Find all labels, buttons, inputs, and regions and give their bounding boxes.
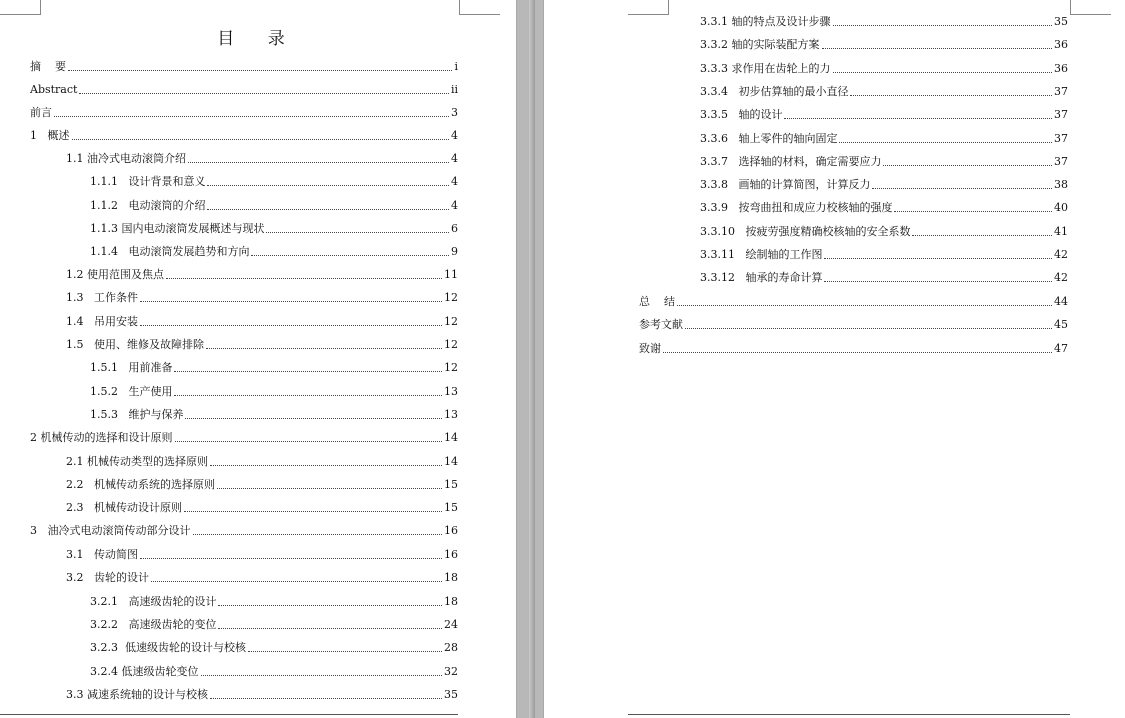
toc-dot-leader	[54, 106, 449, 117]
toc-dot-leader	[188, 152, 449, 163]
toc-dot-leader	[266, 222, 449, 233]
toc-entry[interactable]	[66, 266, 458, 282]
toc-entry-page-number: 32	[444, 665, 458, 678]
toc-dot-leader	[206, 338, 442, 349]
toc-entry-label: 3.1 传动简图	[66, 548, 138, 561]
toc-entry[interactable]	[66, 569, 458, 585]
toc-dot-leader	[824, 248, 1052, 259]
toc-entry-page-number: 38	[1054, 178, 1068, 191]
toc-entry-label: 摘 要	[30, 60, 66, 73]
toc-dot-leader	[207, 175, 449, 186]
toc-dot-leader	[140, 548, 442, 559]
toc-entry-label: 1.1.4 电动滚筒发展趋势和方向	[90, 245, 250, 258]
toc-entry-label: 3.2.2 高速级齿轮的变位	[90, 618, 217, 631]
toc-entry-page-number: 4	[451, 152, 458, 165]
toc-entry-label: 1.4 吊用安装	[66, 315, 138, 328]
toc-entry-label: 1.5.1 用前准备	[90, 361, 173, 374]
toc-entry-label: Abstract	[30, 83, 78, 96]
toc-dot-leader	[218, 618, 442, 629]
toc-entry-page-number: 13	[444, 385, 458, 398]
crop-mark	[0, 0, 41, 15]
toc-dot-leader	[68, 60, 452, 71]
toc-dot-leader	[251, 245, 449, 256]
toc-entry-page-number: 3	[451, 106, 458, 119]
toc-entry[interactable]	[700, 13, 1068, 29]
toc-dot-leader	[822, 38, 1053, 49]
toc-entry-label: 3.3.3 求作用在齿轮上的力	[700, 62, 831, 75]
toc-entry-page-number: 13	[444, 408, 458, 421]
toc-entry-page-number: 12	[444, 338, 458, 351]
toc-entry-page-number: 24	[444, 618, 458, 631]
toc-entry-page-number: 41	[1054, 225, 1068, 238]
toc-entry[interactable]	[700, 246, 1068, 262]
toc-entry[interactable]	[700, 153, 1068, 169]
toc-entry-label: 3.2 齿轮的设计	[66, 571, 149, 584]
toc-entry[interactable]	[700, 106, 1068, 122]
toc-entry-page-number: 12	[444, 291, 458, 304]
toc-entry[interactable]	[90, 243, 458, 259]
toc-dot-leader	[217, 478, 442, 489]
toc-entry-page-number: 14	[444, 455, 458, 468]
toc-entry[interactable]	[700, 83, 1068, 99]
toc-entry-page-number: i	[454, 60, 458, 73]
toc-entry-page-number: 4	[451, 175, 458, 188]
toc-entry-label: 3.3 减速系统轴的设计与校核	[66, 688, 208, 701]
toc-entry-page-number: 36	[1054, 38, 1068, 51]
toc-entry-label: 1.5.2 生产使用	[90, 385, 173, 398]
toc-dot-leader	[839, 132, 1052, 143]
toc-dot-leader	[833, 15, 1053, 26]
toc-entry-page-number: 9	[451, 245, 458, 258]
toc-dot-leader	[201, 665, 443, 676]
toc-entry[interactable]	[90, 663, 458, 679]
toc-entry-page-number: 6	[451, 222, 458, 235]
toc-dot-leader	[151, 571, 442, 582]
toc-entry-label: 3.3.8 画轴的计算简图，计算反力	[700, 178, 871, 191]
toc-entry[interactable]	[639, 293, 1068, 309]
toc-entry-page-number: 42	[1054, 248, 1068, 261]
toc-entry[interactable]	[90, 406, 458, 422]
toc-entry-label: 1.1 油冷式电动滚筒介绍	[66, 152, 186, 165]
toc-entry-label: 致谢	[639, 342, 661, 355]
toc-entry-page-number: 15	[444, 501, 458, 514]
toc-dot-leader	[677, 295, 1052, 306]
toc-entry[interactable]	[66, 686, 458, 702]
toc-entry-label: 2.3 机械传动设计原则	[66, 501, 182, 514]
toc-entry-label: 2.2 机械传动系统的选择原则	[66, 478, 215, 491]
toc-entry-label: 1.1.2 电动滚筒的介绍	[90, 199, 206, 212]
toc-entry-page-number: 40	[1054, 201, 1068, 214]
toc-dot-leader	[207, 199, 449, 210]
toc-entry-label: 3.3.7 选择轴的材料，确定需要应力	[700, 155, 882, 168]
toc-entry-page-number: 12	[444, 361, 458, 374]
toc-entry[interactable]	[700, 199, 1068, 215]
toc-entry[interactable]	[66, 453, 458, 469]
toc-entry-page-number: 47	[1054, 342, 1068, 355]
toc-entry-page-number: 18	[444, 595, 458, 608]
toc-entry-page-number: 37	[1054, 155, 1068, 168]
toc-dot-leader	[663, 342, 1052, 353]
toc-entry-label: 3.3.4 初步估算轴的最小直径	[700, 85, 849, 98]
toc-entry-label: 3.3.9 按弯曲扭和成应力校核轴的强度	[700, 201, 893, 214]
toc-entry-page-number: 11	[444, 268, 458, 281]
page-scroll-divider	[529, 0, 535, 718]
toc-entry-label: 1.5 使用、维修及故障排除	[66, 338, 204, 351]
toc-dot-leader	[166, 268, 442, 279]
toc-entry[interactable]	[90, 383, 458, 399]
toc-entry[interactable]	[639, 316, 1068, 332]
toc-entry-label: 3.3.12 轴承的寿命计算	[700, 271, 823, 284]
toc-entry[interactable]	[30, 104, 458, 120]
toc-dot-leader	[872, 178, 1052, 189]
toc-dot-leader	[174, 385, 442, 396]
toc-entry[interactable]	[30, 127, 458, 143]
toc-entry-page-number: 16	[444, 548, 458, 561]
toc-dot-leader	[824, 271, 1052, 282]
toc-entry[interactable]	[66, 336, 458, 352]
toc-dot-leader	[248, 641, 442, 652]
crop-mark	[628, 0, 669, 15]
toc-entry[interactable]	[66, 499, 458, 515]
toc-entry-label: 3.3.6 轴上零件的轴向固定	[700, 132, 838, 145]
toc-entry-label: 2.1 机械传动类型的选择原则	[66, 455, 208, 468]
toc-entry-label: 3 油冷式电动滚筒传动部分设计	[30, 524, 191, 537]
toc-entry[interactable]	[30, 81, 458, 97]
toc-entry-page-number: 35	[1054, 15, 1068, 28]
toc-dot-leader	[850, 85, 1052, 96]
toc-entry-label: 总 结	[639, 295, 675, 308]
toc-entry-label: 参考文献	[639, 318, 683, 331]
toc-entry-label: 1.1.1 设计背景和意义	[90, 175, 206, 188]
toc-dot-leader	[210, 688, 442, 699]
toc-dot-leader	[184, 501, 442, 512]
toc-dot-leader	[218, 595, 442, 606]
toc-entry-label: 3.3.11 绘制轴的工作图	[700, 248, 823, 261]
toc-entry-page-number: 12	[444, 315, 458, 328]
toc-entry-label: 3.3.10 按疲劳强度精确校核轴的安全系数	[700, 225, 911, 238]
toc-entry-label: 3.3.2 轴的实际装配方案	[700, 38, 820, 51]
toc-dot-leader	[883, 155, 1052, 166]
toc-entry[interactable]	[700, 176, 1068, 192]
toc-entry-page-number: 4	[451, 129, 458, 142]
toc-dot-leader	[193, 524, 443, 535]
toc-entry-page-number: ii	[450, 83, 458, 96]
toc-entry[interactable]	[90, 220, 458, 236]
toc-entry-page-number: 37	[1054, 108, 1068, 121]
toc-entry-page-number: 37	[1054, 85, 1068, 98]
toc-entry[interactable]	[700, 269, 1068, 285]
toc-dot-leader	[175, 431, 443, 442]
toc-dot-leader	[140, 291, 442, 302]
toc-entry-page-number: 18	[444, 571, 458, 584]
crop-mark	[1070, 0, 1111, 15]
document-page-left	[0, 0, 516, 718]
toc-entry-label: 1.5.3 维护与保养	[90, 408, 184, 421]
toc-dot-leader	[174, 361, 442, 372]
toc-entry[interactable]	[66, 476, 458, 492]
toc-entry-label: 3.3.5 轴的设计	[700, 108, 783, 121]
toc-entry[interactable]	[30, 58, 458, 74]
toc-dot-leader	[894, 201, 1052, 212]
toc-entry-label: 3.2.4 低速级齿轮变位	[90, 665, 199, 678]
toc-entry-page-number: 44	[1054, 295, 1068, 308]
page-bottom-rule	[0, 714, 458, 715]
toc-entry-page-number: 42	[1054, 271, 1068, 284]
toc-title: 目 录	[217, 29, 299, 49]
toc-entry[interactable]	[90, 639, 458, 655]
toc-entry[interactable]	[30, 522, 458, 538]
toc-dot-leader	[79, 83, 449, 94]
toc-dot-leader	[685, 318, 1052, 329]
crop-mark	[459, 0, 500, 15]
toc-entry-label: 3.3.1 轴的特点及设计步骤	[700, 15, 831, 28]
page-bottom-rule	[628, 714, 1070, 715]
toc-entry-label: 1.1.3 国内电动滚筒发展概述与现状	[90, 222, 265, 235]
toc-dot-leader	[833, 62, 1053, 73]
toc-entry[interactable]	[90, 173, 458, 189]
toc-entry[interactable]	[700, 223, 1068, 239]
toc-entry-page-number: 36	[1054, 62, 1068, 75]
toc-entry-page-number: 28	[444, 641, 458, 654]
toc-entry-label: 1.2 使用范围及焦点	[66, 268, 164, 281]
toc-dot-leader	[912, 225, 1052, 236]
toc-entry-page-number: 14	[444, 431, 458, 444]
toc-dot-leader	[210, 455, 442, 466]
toc-entry-label: 3.2.1 高速级齿轮的设计	[90, 595, 217, 608]
toc-entry[interactable]	[700, 36, 1068, 52]
toc-entry[interactable]	[66, 150, 458, 166]
toc-entry[interactable]	[90, 359, 458, 375]
toc-entry[interactable]	[90, 616, 458, 632]
toc-entry-page-number: 16	[444, 524, 458, 537]
toc-entry-label: 1.3 工作条件	[66, 291, 138, 304]
toc-entry-label: 前言	[30, 106, 52, 119]
document-page-right	[544, 0, 1125, 718]
toc-entry[interactable]	[66, 289, 458, 305]
toc-entry[interactable]	[66, 313, 458, 329]
toc-entry-label: 1 概述	[30, 129, 70, 142]
toc-entry-label: 2 机械传动的选择和设计原则	[30, 431, 173, 444]
toc-entry[interactable]	[30, 429, 458, 445]
toc-dot-leader	[784, 108, 1052, 119]
toc-entry[interactable]	[700, 60, 1068, 76]
toc-entry-page-number: 35	[444, 688, 458, 701]
toc-entry[interactable]	[66, 546, 458, 562]
toc-entry[interactable]	[90, 593, 458, 609]
toc-dot-leader	[185, 408, 442, 419]
toc-entry-page-number: 4	[451, 199, 458, 212]
toc-entry-page-number: 45	[1054, 318, 1068, 331]
toc-entry[interactable]	[639, 340, 1068, 356]
toc-entry[interactable]	[90, 197, 458, 213]
toc-dot-leader	[140, 315, 442, 326]
toc-entry-page-number: 37	[1054, 132, 1068, 145]
toc-entry-page-number: 15	[444, 478, 458, 491]
toc-entry[interactable]	[700, 130, 1068, 146]
toc-dot-leader	[72, 129, 450, 140]
toc-entry-label: 3.2.3 低速级齿轮的设计与校核	[90, 641, 246, 654]
